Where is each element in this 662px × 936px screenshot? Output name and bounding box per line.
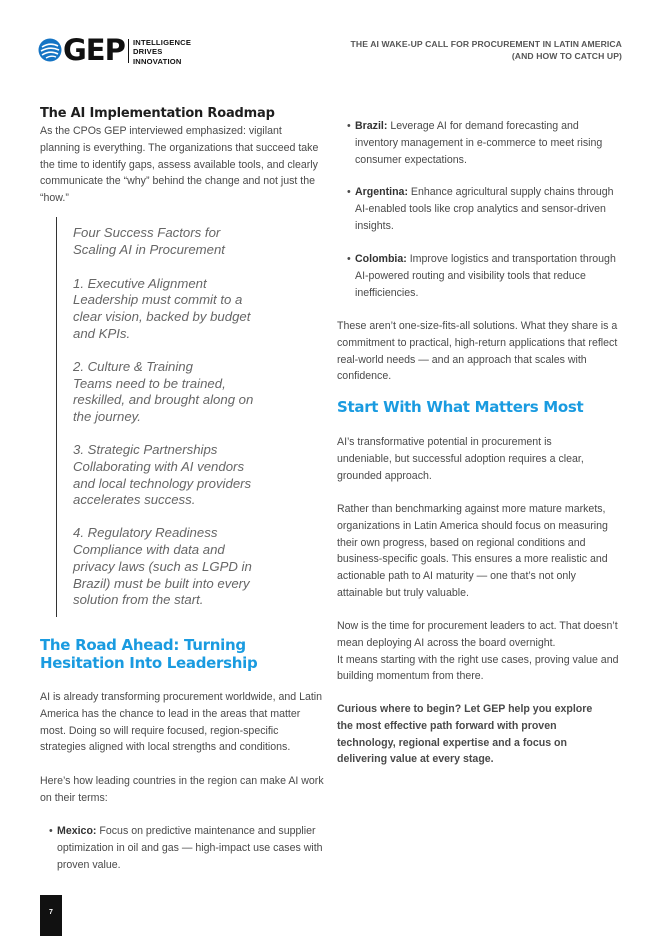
gep-globe-icon (38, 38, 62, 62)
quote-rule (56, 217, 57, 617)
roadmap-heading: The AI Implementation Roadmap (40, 106, 275, 121)
bullet-mexico: • Mexico: Focus on predictive maintenance and supplier optimization in oil and gas — high-impact use cases with proven value. (49, 825, 323, 871)
factor-3-text: Collaborating with AI vendors and local technology providers accelerates success. (73, 458, 252, 508)
bullet-brazil: • Brazil: Leverage AI for demand forecasting and inventory management in e-commerce to meet rising consumer expectations. (347, 120, 603, 166)
road-ahead-paragraph-1: AI is already transforming procurement worldwide, and Latin America has the chance to lead in the areas that matter most. Doing so will require focused, region-specific strategies aligned with local strengths and conditions. (40, 691, 323, 754)
road-ahead-paragraph-2: Here’s how leading countries in the region can make AI work on their terms: (40, 775, 324, 804)
start-paragraph-1: AI’s transformative potential in procurement is undeniable, but successful adoption requires a clear, grounded approach. (337, 436, 584, 482)
summary-paragraph: These aren’t one-size-fits-all solutions. What they share is a commitment to practical, high-return applications that reflect real-world needs — and an approach that scales with confidence. (337, 320, 618, 383)
document-title: THE AI WAKE-UP CALL FOR PROCUREMENT IN LATIN AMERICA (AND HOW TO CATCH UP) (350, 39, 622, 61)
factor-3-title: 3. Strategic Partnerships (73, 441, 218, 457)
factor-2-text: Teams need to be trained, reskilled, and brought along on the journey. (73, 375, 254, 425)
factor-1-text: Leadership must commit to a clear vision, backed by budget and KPIs. (73, 292, 251, 341)
factor-4-text: Compliance with data and privacy laws (such as LGPD in Brazil) must be built into every solution from the start. (73, 541, 252, 608)
page-number-badge (40, 895, 62, 936)
success-factors-quote (73, 225, 265, 609)
bullet-argentina: • Argentina: Enhance agricultural supply chains through AI-enabled tools like crop analytics and sensor-driven insights. (347, 186, 614, 232)
start-heading: Start With What Matters Most (337, 398, 584, 416)
road-ahead-heading: The Road Ahead: Turning Hesitation Into Leadership (40, 636, 258, 672)
factor-4-title: 4. Regulatory Readiness (73, 525, 218, 541)
factor-1-title: 1. Executive Alignment (73, 275, 207, 291)
start-paragraph-2: Rather than benchmarking against more mature markets, organizations in Latin America should focus on measuring their own progress, based on regional conditions and business-specific goals. This ensures a more realistic and actionable path to AI maturity — one that’s not only attainable but truly valuable. (337, 503, 608, 599)
roadmap-paragraph: As the CPOs GEP interviewed emphasized: vigilant planning is everything. The organizations that succeed take the time to identify gaps, assess available tools, and clearly communicate the “why” behind the change and not just the “how.” (40, 125, 319, 205)
start-paragraph-3: Now is the time for procurement leaders to act. That doesn’t mean deploying AI across the board overnight. It means starting with the right use cases, proving value and building momentum from there. (337, 620, 619, 683)
logo-divider (128, 39, 129, 63)
call-to-action: Curious where to begin? Let GEP help you explore the most effective path forward with proven technology, regional expertise and a focus on delivering value at every stage. (337, 703, 593, 766)
bullet-dot: • (347, 120, 351, 132)
bullet-dot: • (49, 825, 53, 837)
page-number: 7 (49, 909, 53, 916)
logo-wordmark: GEP (63, 33, 125, 67)
bullet-dot: • (347, 253, 351, 265)
quote-title: Four Success Factors for Scaling AI in Procurement (73, 225, 225, 257)
logo-tagline: INTELLIGENCE DRIVES INNOVATION (133, 38, 192, 66)
factor-2-title: 2. Culture & Training (73, 358, 193, 374)
bullet-dot: • (347, 186, 351, 198)
gep-logo (38, 33, 208, 67)
bullet-colombia: • Colombia: Improve logistics and transportation through AI-powered routing and visibility tools that reduce inefficiencies. (347, 253, 616, 299)
